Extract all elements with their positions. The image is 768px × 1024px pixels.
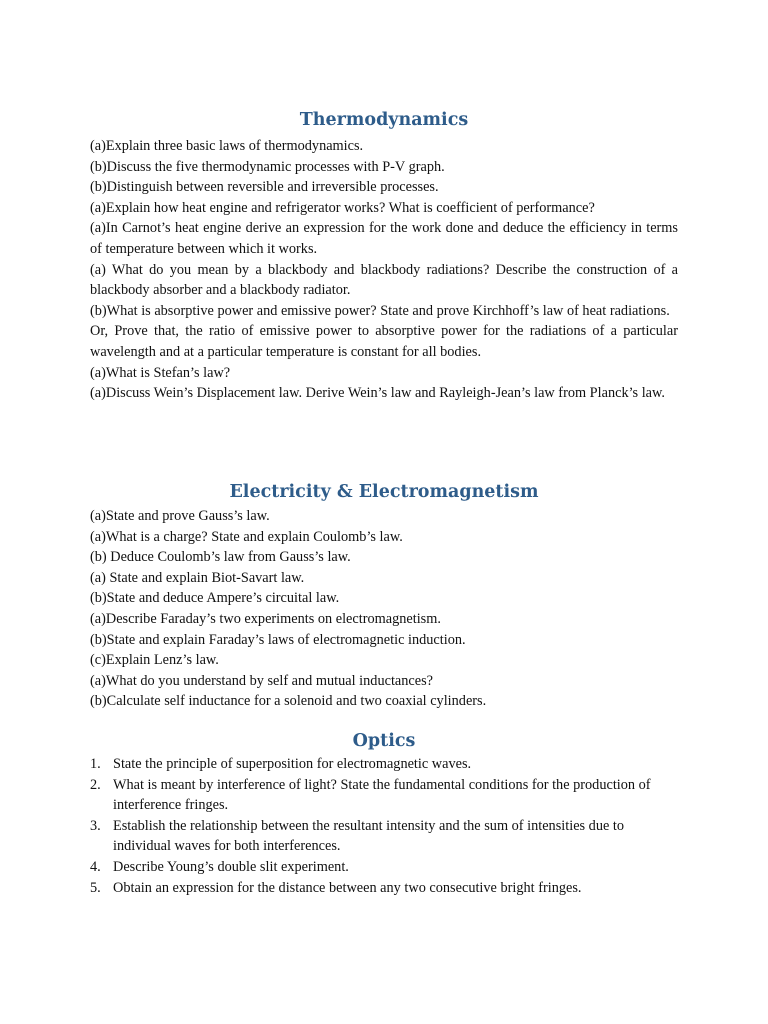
item-text: State the principle of superposition for electromagnetic waves. (113, 756, 472, 772)
question-item: (b)Discuss the five thermodynamic processes with P-V graph. (90, 158, 445, 175)
question-item: (b)State and deduce Ampere’s circuital law. (90, 590, 340, 607)
question-item: (a) State and explain Biot-Savart law. (90, 569, 305, 586)
numbered-item (90, 816, 678, 857)
question-item: (b)Calculate self inductance for a solenoid and two coaxial cylinders. (90, 693, 487, 710)
optics-questions (90, 754, 678, 898)
question-item: (a)Explain how heat engine and refrigerator works? What is coefficient of performance? (90, 199, 595, 216)
question-item: (a)What do you understand by self and mutual inductances? (90, 672, 434, 689)
question-item: (a)Discuss Wein’s Displacement law. Derive Wein’s law and Rayleigh-Jean’s law from Planck’s law. (90, 385, 665, 402)
numbered-item (90, 857, 678, 878)
question-item: (a) What do you mean by a blackbody and blackbody radiations? Describe the construction of a blackbody absorber and a blackbody radiator. (90, 261, 678, 299)
question-item: Or, Prove that, the ratio of emissive power to absorptive power for the radiations of a particular wavelength and at a particular temperature is constant for all bodies. (90, 323, 678, 360)
question-item: (b) Deduce Coulomb’s law from Gauss’s law. (90, 549, 351, 566)
question-item: (b)What is absorptive power and emissive power? State and prove Kirchhoff’s law of heat radiations. (90, 302, 670, 319)
item-text: Describe Young’s double slit experiment. (113, 858, 349, 875)
item-number: 3. (90, 817, 101, 834)
question-item: (a)What is Stefan’s law? (90, 364, 231, 381)
question-item: (b)State and explain Faraday’s laws of electromagnetic induction. (90, 631, 466, 648)
item-number: 5. (90, 879, 101, 896)
question-item: (b)Distinguish between reversible and irreversible processes. (90, 179, 439, 196)
optics-heading: Optics (352, 731, 416, 751)
item-number: 2. (90, 776, 101, 793)
question-item: (a)What is a charge? State and explain Coulomb’s law. (90, 528, 403, 545)
question-item: (a)State and prove Gauss’s law. (90, 508, 270, 524)
item-text: What is meant by interference of light? State the fundamental conditions for the production of interference fringes. (113, 776, 651, 814)
electricity-questions (90, 506, 678, 712)
item-number: 4. (90, 858, 101, 875)
question-item: (a)In Carnot’s heat engine derive an expression for the work done and deduce the efficiency in terms of temperature between which it works. (90, 220, 678, 257)
thermodynamics-questions (90, 136, 678, 404)
item-text: Establish the relationship between the resultant intensity and the sum of intensities due to individual waves for both interferences. (113, 817, 625, 855)
electricity-heading: Electricity & Electromagnetism (229, 482, 539, 502)
item-number: 1. (90, 756, 101, 772)
item-text: Obtain an expression for the distance between any two consecutive bright fringes. (113, 879, 582, 896)
question-item: (a)Describe Faraday’s two experiments on electromagnetism. (90, 610, 441, 627)
numbered-item (90, 775, 678, 816)
numbered-item (90, 754, 678, 775)
question-item: (a)Explain three basic laws of thermodynamics. (90, 138, 364, 154)
numbered-item (90, 878, 678, 899)
question-item: (c)Explain Lenz’s law. (90, 652, 219, 669)
thermodynamics-heading: Thermodynamics (299, 110, 469, 130)
